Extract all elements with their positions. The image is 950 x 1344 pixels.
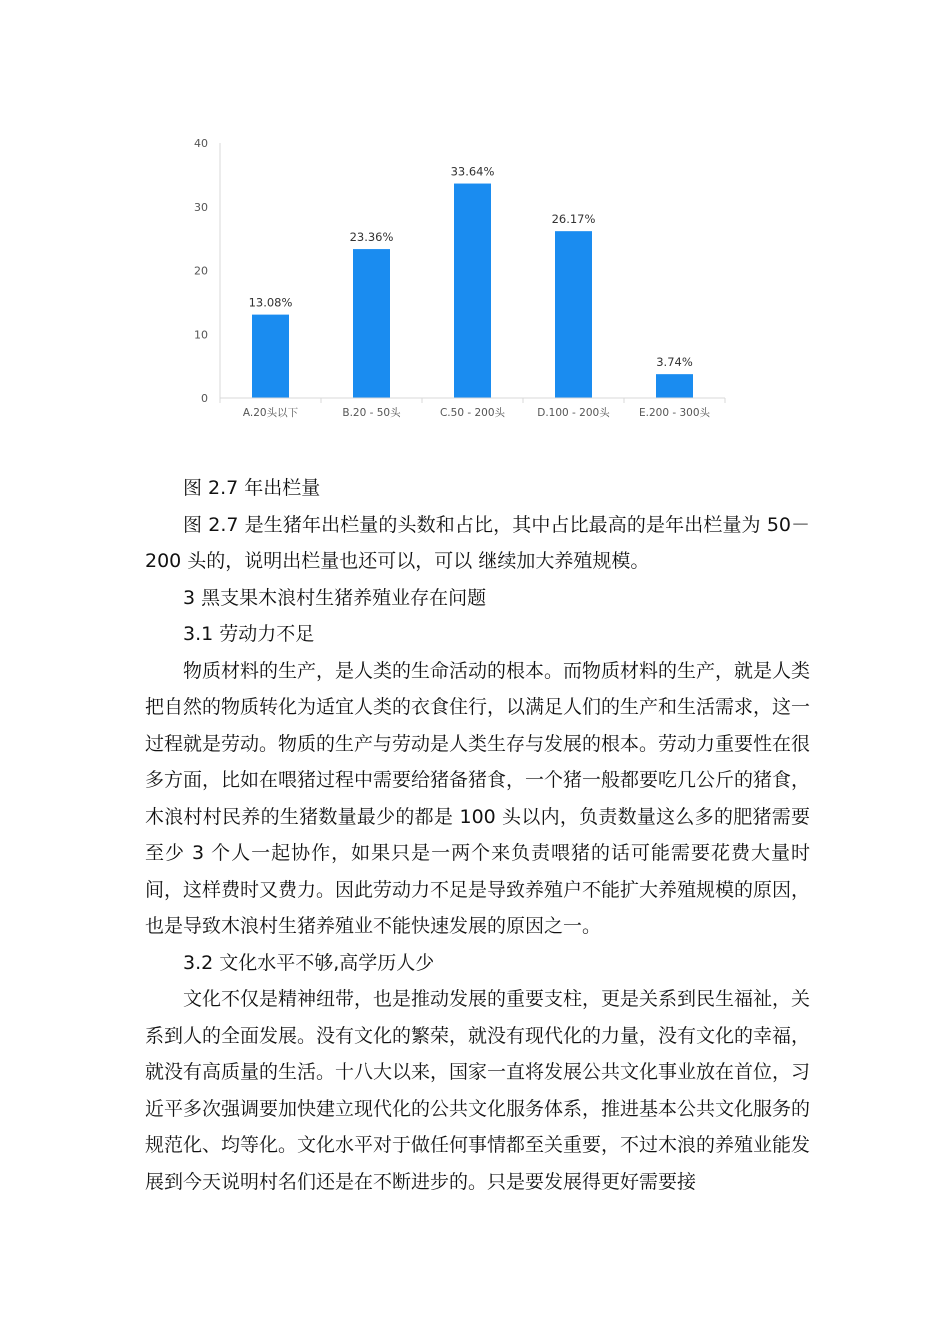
bar-data-label: 13.08% [248, 295, 293, 310]
bar-data-label: 26.17% [551, 212, 596, 227]
subsection-heading-3-1: 3.1 劳动力不足 [183, 623, 315, 645]
x-tick-label: E.200 - 300头 [638, 407, 711, 419]
y-axis [194, 137, 220, 405]
y-tick-label: 0 [201, 392, 208, 405]
bar [353, 249, 390, 398]
y-tick-label: 30 [194, 200, 208, 214]
y-tick-label: 10 [194, 328, 208, 342]
section-heading-3: 3 黑支果木浪村生猪养殖业存在问题 [183, 586, 487, 609]
bar-data-label: 23.36% [349, 230, 394, 245]
subsection-heading-3-2: 3.2 文化水平不够,高学历人少 [183, 951, 435, 974]
bar-data-label: 33.64% [450, 164, 495, 179]
bar-data-label: 3.74% [656, 355, 693, 370]
bar-chart [180, 128, 740, 428]
y-tick-label: 40 [194, 137, 208, 150]
x-tick-label: D.100 - 200头 [537, 407, 610, 419]
y-tick-label: 20 [194, 264, 208, 278]
document-body [145, 470, 810, 1200]
paragraph-culture: 文化不仅是精神纽带，也是推动发展的重要支柱，更是关系到民生福祉，关系到人的全面发展。没有文化的繁荣，就没有现代化的力量，没有文化的幸福，就没有高质量的生活。十八大以来，国家一直将发展公共文化事业放在首位，习近平多次强调要加快建立现代化的公共文化服务体系，推进基本公共文化服务的规范化、均等化。文化水平对于做任何事情都至关重要，不过木浪的养殖业能发展到今天说明村名们还是在不断进步的。只是要发展得更好需要接 [145, 988, 811, 1193]
x-tick-label: C.50 - 200头 [439, 407, 506, 419]
bar [555, 231, 592, 398]
x-tick-label: A.20头以下 [242, 407, 299, 419]
x-axis [220, 398, 725, 419]
bar [252, 315, 289, 398]
paragraph-labor: 物质材料的生产，是人类的生命活动的根本。而物质材料的生产，就是人类把自然的物质转化为适宜人类的衣食住行，以满足人们的生产和生活需求，这一过程就是劳动。物质的生产与劳动是人类生存与发展的根本。劳动力重要性在很多方面，比如在喂猪过程中需要给猪备猪食，一个猪一般都要吃几公斤的猪食，木浪村村民养的生猪数量最少的都是 100 头以内，负责数量这么多的肥猪需要至少 3 个人一起协作，如果只是一两个来负责喂猪的话可能需要花费大量时间，这样费时又费力。因此劳动力不足是导致养殖户不能扩大养殖规模的原因，也是导致木浪村生猪养殖业不能快速发展的原因之一。 [145, 659, 811, 937]
bar [454, 184, 491, 398]
paragraph-figure-description: 图 2.7 是生猪年出栏量的头数和占比，其中占比最高的是年出栏量为 50－200 头的，说明出栏量也还可以，可以 继续加大养殖规模。 [145, 513, 810, 572]
figure-caption: 图 2.7 年出栏量 [183, 477, 321, 499]
chart-bars [249, 165, 693, 398]
x-tick-label: B.20 - 50头 [342, 407, 401, 419]
bar [656, 374, 693, 398]
